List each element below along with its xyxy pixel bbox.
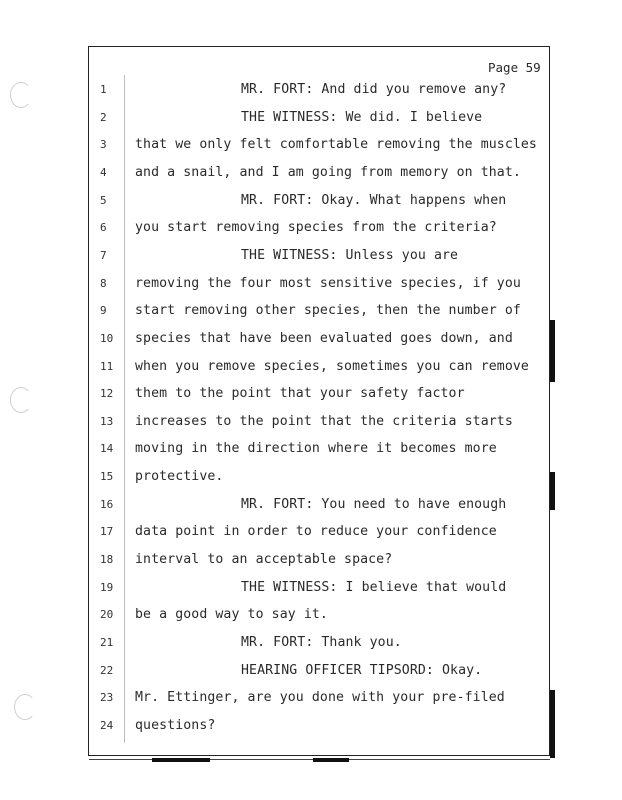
line-number: 7 [100, 248, 107, 262]
line-text: data point in order to reduce your confidence [135, 524, 497, 540]
line-text: MR. FORT: Thank you. [241, 635, 402, 650]
page-number: Page 59 [488, 60, 541, 75]
line-text: them to the point that your safety factor [135, 386, 465, 402]
line-number: 11 [100, 359, 114, 373]
line-text: start removing other species, then the number of [135, 303, 521, 319]
transcript-line [0, 553, 622, 573]
line-text: questions? [135, 717, 216, 733]
line-number: 14 [100, 442, 114, 456]
line-number: 3 [100, 138, 107, 152]
line-text: Mr. Ettinger, are you done with your pre-filed [135, 690, 505, 706]
line-number: 1 [100, 83, 107, 96]
transcript-line [0, 664, 622, 684]
line-text: HEARING OFFICER TIPSORD: Okay. [241, 662, 483, 678]
scan-mark-bottom-2 [313, 758, 349, 762]
transcript-line [0, 387, 622, 407]
line-text: moving in the direction where it becomes more [135, 441, 497, 457]
line-number: 22 [100, 663, 114, 677]
line-number: 5 [100, 193, 107, 207]
line-text: MR. FORT: You need to have enough [241, 496, 507, 512]
line-text: THE WITNESS: We did. I believe [241, 109, 483, 125]
transcript-line [0, 332, 622, 352]
line-number: 24 [100, 718, 114, 732]
line-text: removing the four most sensitive species, if you [135, 275, 521, 291]
line-number: 16 [100, 497, 114, 511]
scan-mark-bottom-1 [152, 758, 210, 762]
line-text: MR. FORT: And did you remove any? [241, 82, 507, 97]
line-text: when you remove species, sometimes you can remove [135, 358, 529, 374]
transcript-line [0, 138, 622, 158]
line-text: interval to an acceptable space? [135, 552, 393, 568]
transcript-line [0, 194, 622, 214]
line-number: 8 [100, 276, 107, 290]
line-text: that we only felt comfortable removing the muscles [135, 137, 537, 153]
line-number: 19 [100, 580, 114, 594]
transcript-line [0, 691, 622, 711]
line-text: and a snail, and I am going from memory on that. [135, 164, 521, 180]
transcript-line [0, 608, 622, 628]
transcript-line [0, 83, 622, 103]
line-number: 18 [100, 553, 114, 567]
line-text: THE WITNESS: I believe that would [241, 579, 507, 595]
transcript-line [0, 360, 622, 380]
line-text: you start removing species from the criteria? [135, 220, 497, 236]
line-number: 4 [100, 165, 107, 179]
line-text: increases to the point that the criteria starts [135, 413, 513, 429]
transcript-line [0, 304, 622, 324]
line-number: 10 [100, 331, 114, 345]
line-text: MR. FORT: Okay. What happens when [241, 192, 507, 208]
line-text: THE WITNESS: Unless you are [241, 247, 459, 263]
line-number: 23 [100, 691, 114, 705]
line-number: 2 [100, 110, 107, 124]
transcript-line [0, 166, 622, 186]
transcript-line [0, 221, 622, 241]
line-number: 20 [100, 608, 114, 622]
transcript-line [0, 442, 622, 462]
transcript-line [0, 111, 622, 131]
transcript-line [0, 415, 622, 435]
transcript-line [0, 249, 622, 269]
line-text: be a good way to say it. [135, 607, 328, 623]
line-number: 17 [100, 525, 114, 539]
line-number: 6 [100, 221, 107, 235]
transcript-line [0, 636, 622, 656]
transcript-line [0, 525, 622, 545]
line-number: 13 [100, 414, 114, 428]
line-number: 21 [100, 636, 114, 649]
transcript-line [0, 719, 622, 739]
line-text: protective. [135, 469, 224, 485]
transcript-line [0, 277, 622, 297]
line-text: species that have been evaluated goes down, and [135, 330, 513, 346]
line-number: 15 [100, 470, 114, 484]
transcript-line [0, 470, 622, 490]
line-number: 9 [100, 304, 107, 318]
transcript-line [0, 581, 622, 601]
line-number: 12 [100, 387, 114, 401]
transcript-line [0, 498, 622, 518]
